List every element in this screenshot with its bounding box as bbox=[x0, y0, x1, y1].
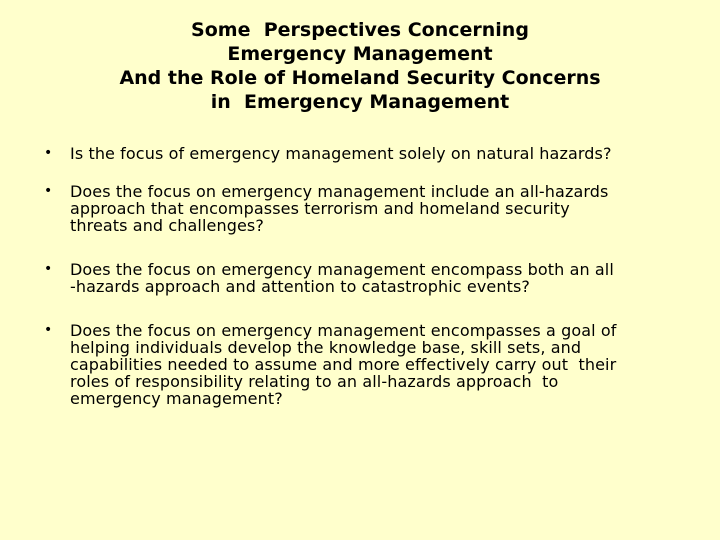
bullet-dot-icon: • bbox=[44, 183, 53, 199]
bullet-list bbox=[44, 145, 694, 407]
title-line: Emergency Management bbox=[227, 43, 493, 65]
bullet-item bbox=[44, 145, 694, 162]
bullet-text: Is the focus of emergency management solely on natural hazards? bbox=[70, 144, 612, 163]
bullet-text: -hazards approach and attention to catastrophic events? bbox=[70, 277, 530, 296]
title-line: And the Role of Homeland Security Concerns bbox=[119, 67, 601, 89]
bullet-dot-icon: • bbox=[44, 322, 53, 338]
title-line: Some Perspectives Concerning bbox=[191, 19, 529, 41]
slide-title bbox=[0, 18, 720, 114]
bullet-item bbox=[44, 322, 694, 407]
bullet-text: helping individuals develop the knowledge base, skill sets, and bbox=[70, 338, 582, 357]
bullet-text: capabilities needed to assume and more effectively carry out their bbox=[70, 355, 617, 374]
bullet-item bbox=[44, 183, 694, 234]
bullet-dot-icon: • bbox=[44, 145, 53, 161]
title-line: in Emergency Management bbox=[210, 91, 510, 113]
bullet-text: threats and challenges? bbox=[70, 216, 264, 235]
bullet-item bbox=[44, 261, 694, 295]
bullet-text: roles of responsibility relating to an all-hazards approach to bbox=[70, 372, 559, 391]
bullet-text: Does the focus on emergency management encompasses a goal of bbox=[70, 321, 617, 340]
bullet-text: emergency management? bbox=[70, 389, 283, 408]
bullet-dot-icon: • bbox=[44, 261, 53, 277]
bullet-text: approach that encompasses terrorism and homeland security bbox=[70, 199, 570, 218]
bullet-text: Does the focus on emergency management include an all-hazards bbox=[70, 182, 609, 201]
bullet-text: Does the focus on emergency management encompass both an all bbox=[70, 260, 614, 279]
